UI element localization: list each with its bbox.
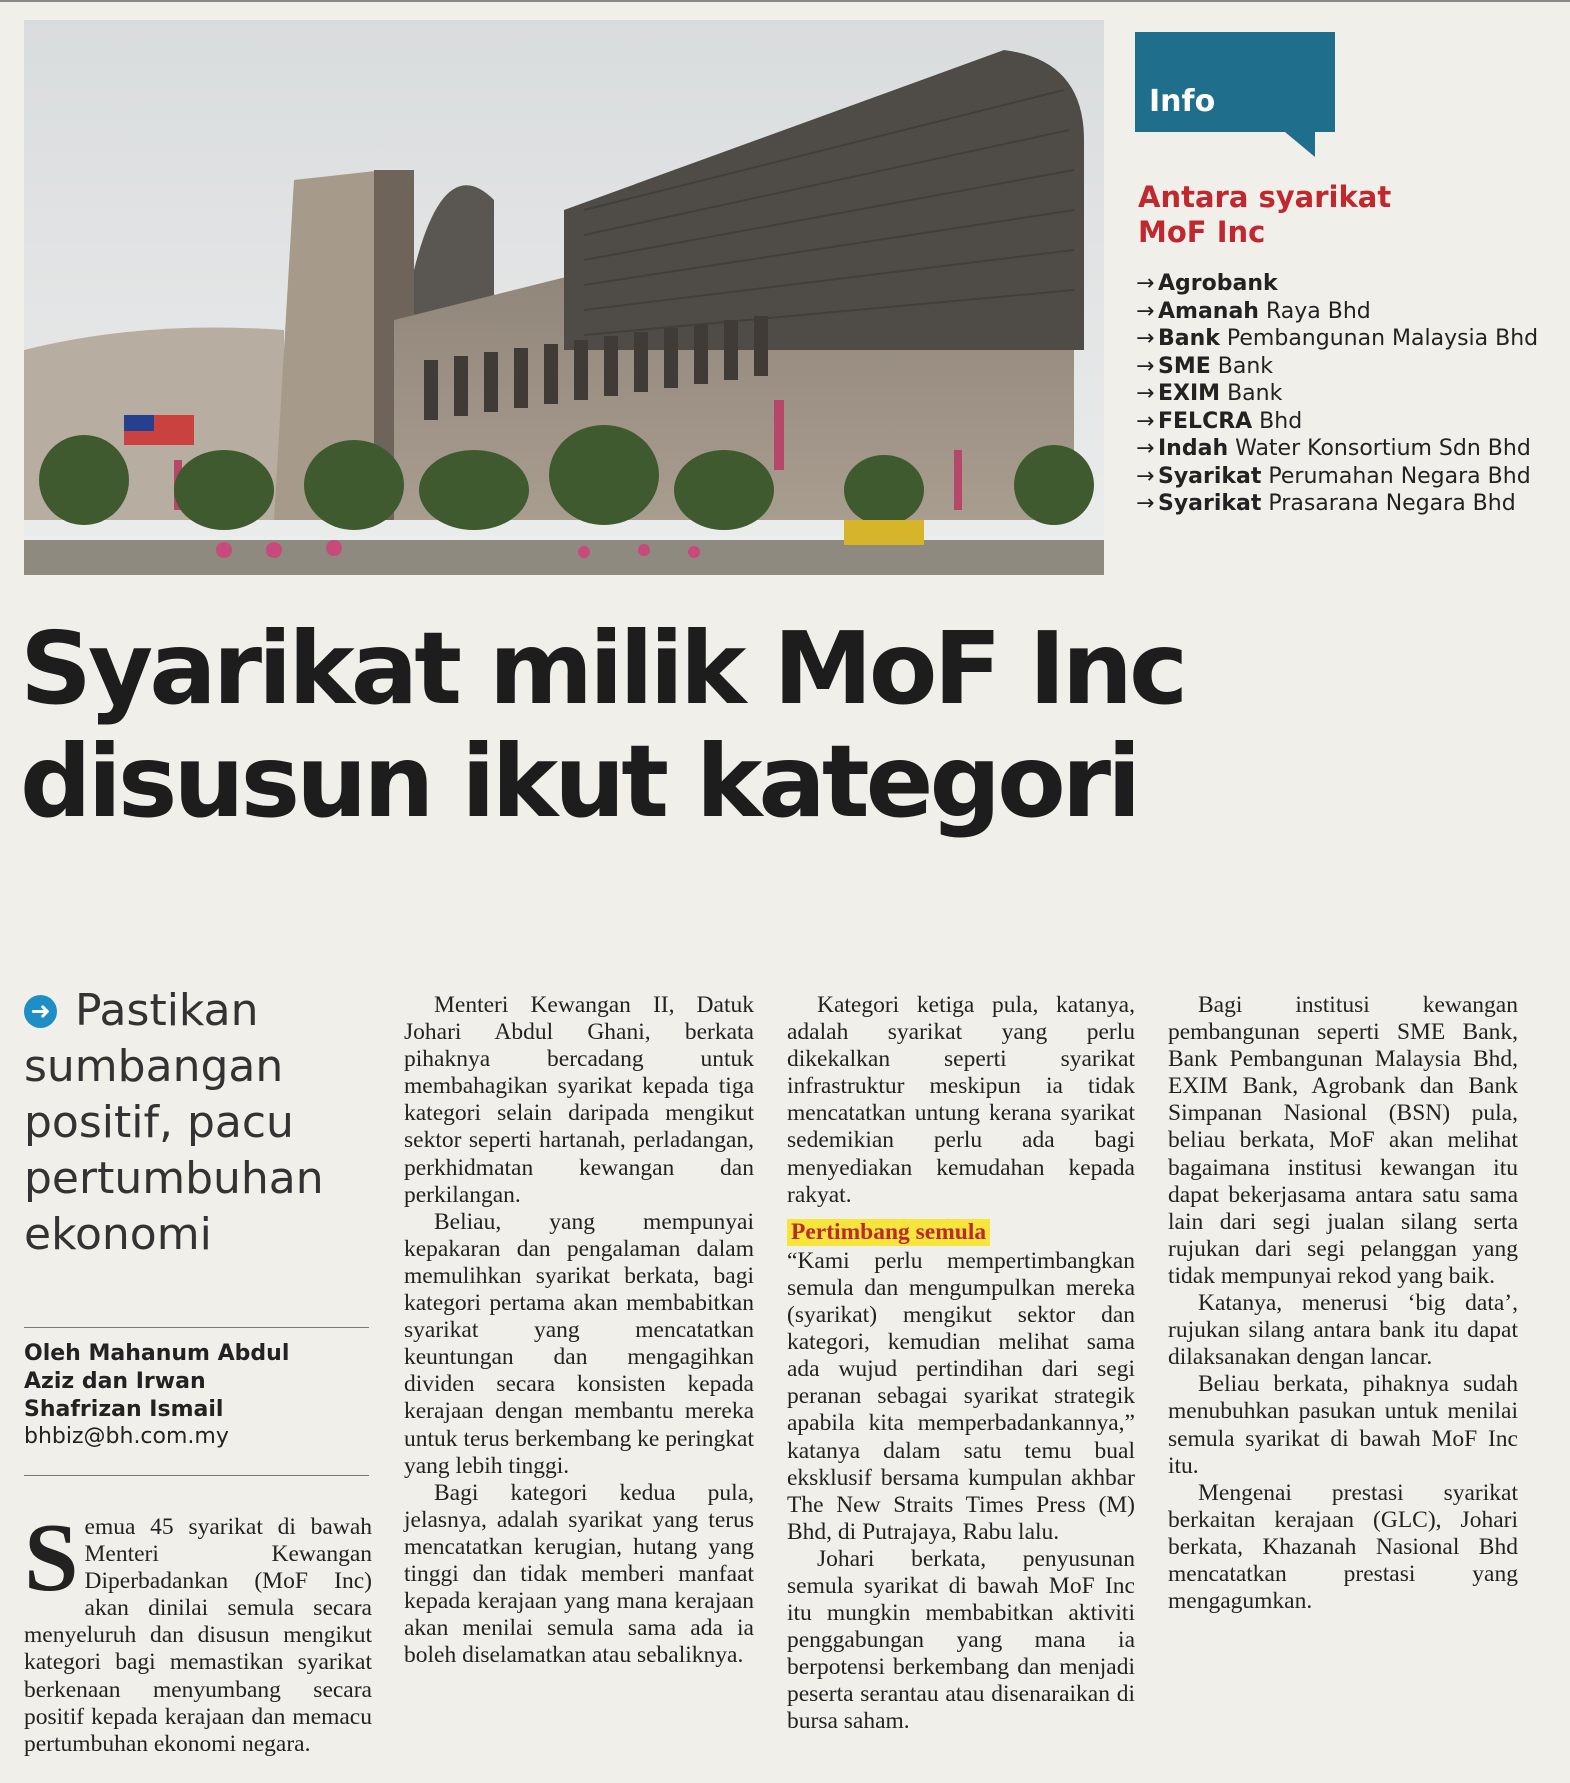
arrow-right-icon: → [1136,271,1155,296]
paragraph: Mengenai prestasi syarikat berkaitan kerajaan (GLC), Johari berkata, Khazanah Nasional Bhd mencatatkan prestasi yang mengagumkan. [1168,1479,1518,1615]
paragraph: Bagi institusi kewangan pembangunan seperti SME Bank, Bank Pembangunan Malaysia Bhd, EXIM Bank, Agrobank dan Bank Simpanan Nasional (BSN) pula, beliau berkata, MoF akan melihat bagaimana institusi kewangan itu dapat bekerjasama antara satu sama lain dari segi jualan silang serta rujukan dari segi pelanggan yang tidak mempunyai rekod yang baik. [1168,992,1518,1289]
company-item: → Syarikat Prasarana Negara Bhd [1136,491,1516,516]
top-rule [0,0,1570,2]
arrow-right-icon: → [1136,436,1155,461]
info-badge [1135,32,1335,162]
paragraph: Kategori ketiga pula, katanya, adalah syarikat yang perlu dikekalkan seperti syarikat infrastruktur meskipun ia tidak mencatatkan untung kerana syarikat sedemikian perlu ada bagi menyediakan kemudahan kepada rakyat. [787,992,1135,1208]
standfirst [24,983,374,1263]
company-item: → EXIM Bank [1136,381,1283,406]
info-title-line1: Antara syarikat [1138,180,1392,214]
byline-rule-bottom [24,1475,369,1476]
company-item: → Syarikat Perumahan Negara Bhd [1136,463,1531,489]
paragraph: Menteri Kewangan II, Datuk Johari Abdul Ghani, berkata pihaknya bercadang untuk membahagikan syarikat kepada tiga kategori selain daripada mengikut sektor seperti hartanah, perladangan, perkhidmatan kewangan dan perkilangan. [404,992,754,1208]
company-item: → Amanah Raya Bhd [1136,298,1371,324]
company-item: → Agrobank [1136,271,1278,296]
paragraph: Beliau, yang mempunyai kepakaran dan pengalaman dalam memulihkan syarikat berkata, bagi kategori pertama akan membabitkan syarikat yang mencatatkan keuntungan dan mengagihkan dividen secara konsisten kepada kerajaan dengan membantu mereka untuk terus berkembang ke peringkat yang lebih tinggi. [404,1208,754,1479]
company-list [1136,270,1556,518]
paragraph: Bagi kategori kedua pula, jelasnya, adalah syarikat yang terus mencatatkan kerugian, hutang yang tinggi dan tidak memberi manfaat kepada kerajaan yang mana kerajaan akan menilai semula sama ada ia boleh diselamatkan atau sebaliknya. [404,1479,754,1669]
arrow-right-icon: → [1136,353,1155,379]
paragraph: Katanya, menerusi ‘big data’, rujukan silang antara bank itu dapat dilaksanakan dengan lancar. [1168,1290,1518,1371]
arrow-right-icon: → [1136,381,1155,406]
standfirst-text: Pastikan sumbangan positif, pacu pertumbuhan ekonomi [24,985,324,1260]
subheading: Pertimbang semula [787,1219,990,1246]
info-title-line2: MoF Inc [1138,215,1266,249]
lead-paragraph: Semua 45 syarikat di bawah Menteri Kewangan Diperbadankan (MoF Inc) akan dinilai semula secara menyeluruh dan disusun mengikut kategori bagi memastikan syarikat berkenaan menyumbang secara positif kepada kerajaan dan memacu pertumbuhan ekonomi negara. [24,1504,372,1757]
arrow-right-icon: → [1136,463,1155,489]
article-column-2 [404,992,754,1669]
company-item: → Indah Water Konsortium Sdn Bhd [1136,436,1531,461]
article-column-1 [24,1504,372,1758]
paragraph: Beliau berkata, pihaknya sudah menubuhkan pasukan untuk menilai semula syarikat di bawah MoF Inc itu. [1168,1371,1518,1479]
drop-cap: S [24,1504,79,1612]
article-column-4 [1168,992,1518,1615]
arrow-right-icon: → [1136,298,1155,324]
byline: Oleh Mahanum Abdul Aziz dan Irwan Shafrizan Ismail [24,1341,290,1422]
building-photo [24,20,1104,575]
author-email: bhbiz@bh.com.my [24,1424,229,1449]
arrow-right-icon: → [1136,408,1155,434]
arrow-circle-icon: ➜ [24,995,57,1028]
headline-line2: disusun ikut kategori [20,723,1138,840]
arrow-right-icon: → [1136,326,1155,351]
paragraph: “Kami perlu mempertimbangkan semula dan mengumpulkan mereka (syarikat) mengikut sektor dan kategori, kemudian melihat sama ada wujud pertindihan dari segi peranan sebagai syarikat strategik apabila kita memperbadankannya,” katanya dalam satu temu bual eksklusif bersama kumpulan akhbar The New Straits Times Press (M) Bhd, di Putrajaya, Rabu lalu. [787,1247,1135,1545]
company-item: → Bank Pembangunan Malaysia Bhd [1136,326,1539,351]
paragraph: Johari berkata, penyusunan semula syarikat di bawah MoF Inc itu mungkin membabitkan aktiviti penggabungan yang mana ia berpotensi berkembang dan menjadi peserta serantau atau disenaraikan di bursa saham. [787,1545,1135,1735]
arrow-right-icon: → [1136,491,1155,516]
article-column-3 [787,992,1135,1736]
headline [20,610,1185,840]
info-title [1138,180,1538,250]
byline-rule-top [24,1327,369,1328]
info-label: Info [1149,84,1216,119]
headline-line1: Syarikat milik MoF Inc [20,610,1185,727]
company-item: → SME Bank [1136,353,1274,379]
company-item: → FELCRA Bhd [1136,408,1303,434]
